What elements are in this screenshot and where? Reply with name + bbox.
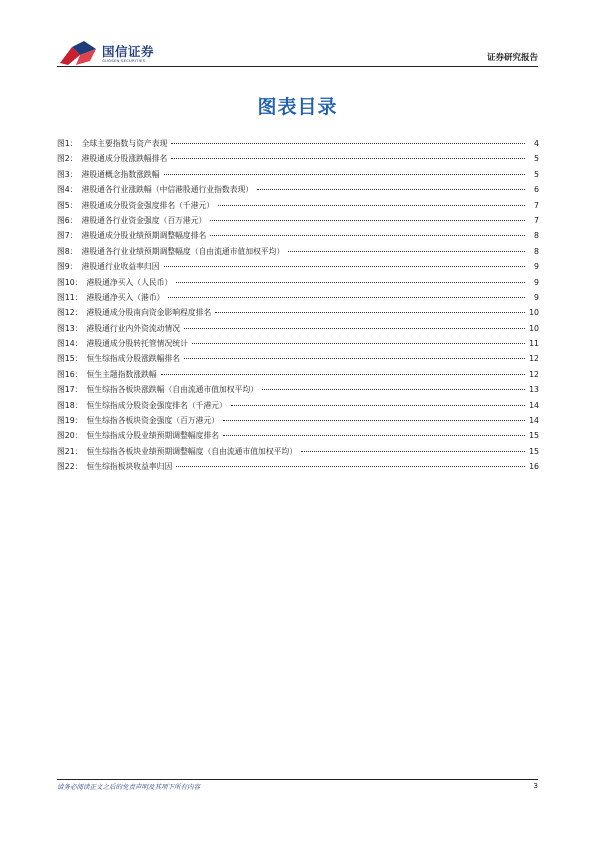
toc-leader-dots (223, 420, 525, 421)
toc-entry[interactable] (57, 246, 539, 261)
toc-entry-page: 16 (529, 462, 539, 472)
toc-leader-dots (168, 297, 525, 298)
toc-entry-page: 15 (529, 446, 539, 456)
toc-leader-dots (215, 312, 525, 313)
header-divider (57, 66, 538, 67)
toc-entry-page: 5 (534, 154, 539, 164)
toc-leader-dots (171, 143, 525, 144)
toc-entry-page: 13 (529, 385, 539, 395)
toc-entry-label: 图14： (57, 339, 83, 349)
toc-entry-label: 图20： (57, 431, 83, 441)
toc-entry[interactable] (57, 230, 539, 245)
toc-leader-dots (171, 158, 525, 159)
toc-entry-label: 图8： (57, 246, 78, 256)
toc-entry-label: 图12： (57, 308, 83, 318)
toc-entry-label: 图15： (57, 354, 83, 364)
toc-entry[interactable] (57, 153, 539, 168)
toc-leader-dots (176, 466, 525, 467)
toc-entry[interactable] (57, 461, 539, 476)
toc-entry[interactable] (57, 261, 539, 276)
toc-entry-label: 图13： (57, 323, 83, 333)
toc-entry[interactable] (57, 138, 539, 153)
toc-entry-title: 港股通成分股资金强度排名（千港元） (81, 200, 215, 210)
toc-leader-dots (288, 251, 525, 252)
toc-entry[interactable] (57, 200, 539, 215)
page-header (0, 0, 595, 70)
toc-leader-dots (184, 328, 525, 329)
toc-entry-title: 恒生综指成分股资金强度排名（千港元） (86, 400, 227, 410)
report-type-label: 证券研究报告 (486, 53, 538, 63)
toc-entry-title: 恒生主题指数涨跌幅 (86, 369, 157, 379)
toc-leader-dots (231, 405, 525, 406)
toc-entry[interactable] (57, 384, 539, 399)
toc-entry-title: 港股通各行业涨跌幅（中信港股通行业指数表现） (81, 185, 254, 195)
toc-entry-label: 图17： (57, 385, 83, 395)
toc-entry[interactable] (57, 430, 539, 445)
toc-entry-title: 恒生综指各板块涨跌幅（自由流通市值加权平均） (86, 385, 259, 395)
toc-leader-dots (301, 451, 525, 452)
toc-entry[interactable] (57, 338, 539, 353)
toc-leader-dots (262, 389, 525, 390)
toc-entry-title: 恒生综指板块收益率归因 (86, 462, 173, 472)
toc-entry-label: 图1： (57, 139, 78, 148)
toc-entry-title: 恒生综指成分股涨跌幅排名 (86, 354, 181, 364)
toc-entry-label: 图11： (57, 292, 83, 302)
toc-entry[interactable] (57, 415, 539, 430)
toc-entry-title: 恒生综指成分股业绩预期调整幅度排名 (86, 431, 220, 441)
toc-entry-label: 图22： (57, 462, 83, 472)
toc-entry-page: 9 (534, 292, 539, 302)
toc-entry[interactable] (57, 184, 539, 199)
toc-leader-dots (210, 220, 525, 221)
toc-entry-page: 14 (529, 416, 539, 426)
toc-entry-title: 全球主要指数与资产表现 (81, 139, 168, 148)
toc-entry-label: 图9： (57, 262, 78, 272)
toc-entry[interactable] (57, 369, 539, 384)
toc-leader-dots (218, 205, 525, 206)
page-title: 图表目录 (257, 96, 338, 118)
toc-entry-page: 7 (534, 200, 539, 210)
toc-entry-title: 港股通各行业资金强度（百万港元） (81, 215, 207, 225)
toc-entry-title: 港股通概念指数涨跌幅 (81, 169, 160, 179)
toc-entry[interactable] (57, 277, 539, 292)
toc-entry-title: 恒生综指各板块业绩预期调整幅度（自由流通市值加权平均） (86, 446, 298, 456)
toc-entry-title: 港股通行业收益率归因 (81, 262, 160, 272)
toc-entry[interactable] (57, 353, 539, 368)
toc-entry-label: 图2： (57, 154, 78, 164)
toc-entry-page: 11 (529, 339, 539, 349)
toc-entry-label: 图7： (57, 231, 78, 241)
toc-entry-page: 6 (534, 185, 539, 195)
toc-entry-title: 港股通成分股转托管情况统计 (86, 339, 188, 349)
toc-leader-dots (192, 343, 525, 344)
toc-leader-dots (164, 266, 525, 267)
guosen-logo-mark-icon (58, 41, 100, 67)
toc-entry[interactable] (57, 400, 539, 415)
table-of-figures (57, 138, 539, 477)
logo-chinese-text: 国信证券 (102, 44, 155, 59)
logo-english-text: GUOSEN SECURITIES (102, 58, 146, 63)
toc-entry-title: 港股通净买入（港币） (86, 292, 165, 302)
toc-entry-page: 8 (534, 246, 539, 256)
toc-entry[interactable] (57, 292, 539, 307)
toc-entry-label: 图16： (57, 369, 83, 379)
toc-entry-label: 图5： (57, 200, 78, 210)
toc-entry-label: 图21： (57, 446, 83, 456)
toc-entry-page: 10 (529, 323, 539, 333)
toc-entry-label: 图19： (57, 416, 83, 426)
toc-entry-label: 图18： (57, 400, 83, 410)
toc-entry-page: 14 (529, 400, 539, 410)
toc-leader-dots (176, 282, 525, 283)
toc-entry-page: 15 (529, 431, 539, 441)
toc-leader-dots (257, 189, 525, 190)
toc-entry-page: 9 (534, 277, 539, 287)
toc-leader-dots (184, 358, 525, 359)
toc-entry-page: 10 (529, 308, 539, 318)
toc-entry-label: 图3： (57, 169, 78, 179)
toc-entry-page: 4 (534, 139, 539, 148)
toc-leader-dots (223, 435, 525, 436)
toc-entry-title: 港股通各行业业绩预期调整幅度（自由流通市值加权平均） (81, 246, 285, 256)
toc-entry-page: 8 (534, 231, 539, 241)
guosen-logo (58, 41, 208, 67)
toc-leader-dots (164, 174, 525, 175)
toc-entry-title: 港股通行业内外资流动情况 (86, 323, 181, 333)
toc-entry[interactable] (57, 215, 539, 230)
toc-entry-title: 港股通成分股南向资金影响程度排名 (86, 308, 212, 318)
toc-leader-dots (210, 235, 525, 236)
toc-entry-title: 港股通成分股涨跌幅排名 (81, 154, 168, 164)
toc-entry-page: 12 (529, 369, 539, 379)
toc-entry-label: 图10： (57, 277, 83, 287)
toc-entry-label: 图4： (57, 185, 78, 195)
toc-entry-page: 7 (534, 215, 539, 225)
toc-entry[interactable] (57, 323, 539, 338)
page-number: 3 (533, 782, 538, 790)
toc-entry[interactable] (57, 446, 539, 461)
toc-entry-title: 港股通净买入（人民币） (86, 277, 173, 287)
footer-disclaimer: 请务必阅读正文之后的免责声明及其项下所有内容 (57, 783, 200, 791)
toc-leader-dots (161, 374, 525, 375)
toc-entry-label: 图6： (57, 215, 78, 225)
toc-entry-title: 恒生综指各板块资金强度（百万港元） (86, 416, 220, 426)
toc-entry[interactable] (57, 169, 539, 184)
toc-entry-page: 5 (534, 169, 539, 179)
toc-entry-page: 12 (529, 354, 539, 364)
toc-entry-page: 9 (534, 262, 539, 272)
footer-divider (57, 779, 538, 780)
toc-entry-title: 港股通成分股业绩预期调整幅度排名 (81, 231, 207, 241)
toc-entry[interactable] (57, 307, 539, 322)
